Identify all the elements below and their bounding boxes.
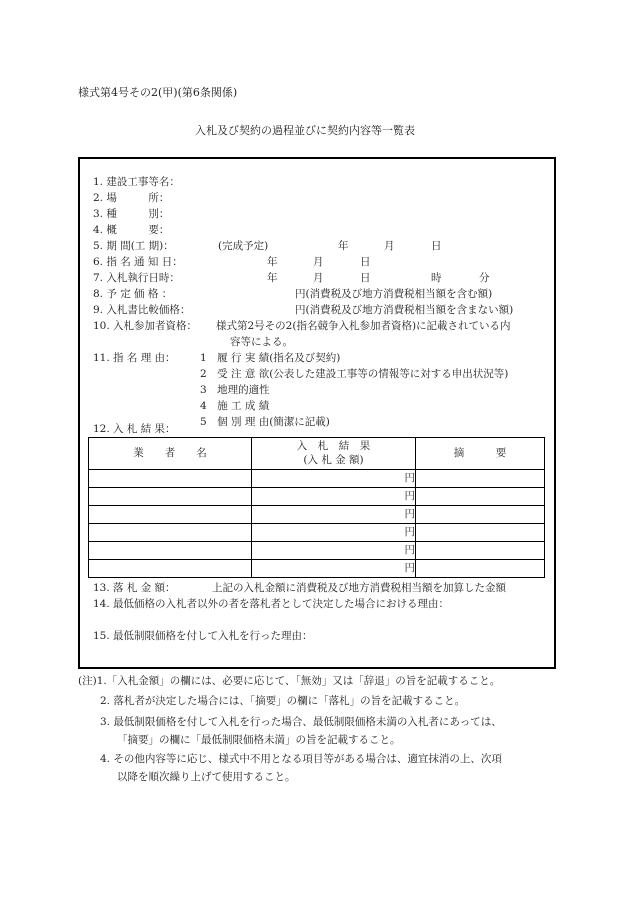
summary-cell: [416, 488, 545, 506]
bidder-cell: [89, 524, 252, 542]
note-2: 2. 落札者が決定した場合には、「摘要」の欄に「落札」の旨を記載すること。: [100, 695, 466, 707]
table-header-row: [89, 438, 545, 470]
col-result-header-line-1: 入 札 結 果: [296, 439, 371, 452]
amount-cell: 円: [252, 560, 416, 578]
item-11-reason-3: 3 地理的適性: [200, 384, 270, 396]
item-10-label: 10. 入札参加者資格：: [93, 320, 198, 332]
summary-cell: [416, 542, 545, 560]
item-3: 3. 種 別：: [93, 208, 170, 220]
item-7-year: 年: [267, 272, 278, 284]
item-10-text-1: 様式第2号その2(指名競争入札参加者資格)に記載されている内: [216, 320, 511, 332]
item-11-reason-5: 5 個 別 理 由(簡潔に記載): [200, 416, 330, 428]
item-9-label: 9. 入札書比較価格：: [93, 304, 191, 316]
bidder-cell: [89, 470, 252, 488]
item-7-label: 7. 入札執行日時：: [93, 272, 180, 284]
item-7-day: 日: [360, 272, 371, 284]
note-3b: 「摘要」の欄に「最低制限価格未満」の旨を記載すること。: [117, 734, 401, 746]
item-5-month: 月: [384, 240, 395, 252]
table-row: [89, 470, 545, 488]
item-6-day: 日: [360, 256, 371, 268]
item-6-year: 年: [267, 256, 278, 268]
col-result-header-line-2: (入 札 金 額): [303, 453, 364, 466]
bidder-cell: [89, 488, 252, 506]
item-5-planned: (完成予定): [218, 240, 269, 252]
table-row: [89, 542, 545, 560]
note-4a: 4. その他内容等に応じ、様式中不用となる項目等がある場合は、適宜抹消の上、次項: [100, 753, 502, 765]
summary-cell: [416, 506, 545, 524]
note-3a: 3. 最低制限価格を付して入札を行った場合、最低制限価格未満の入札者にあっては、: [100, 716, 502, 728]
summary-cell: [416, 470, 545, 488]
bid-results-table: [88, 437, 545, 578]
form-id: 様式第4号その2(甲)(第6条関係): [78, 86, 238, 99]
item-11-reason-1: 1 履 行 実 績(指名及び契約): [200, 352, 341, 364]
page-title: 入札及び契約の過程並びに契約内容等一覧表: [195, 124, 415, 137]
table-row: [89, 524, 545, 542]
table-row: [89, 560, 545, 578]
item-10-text-2: 容等による。: [230, 336, 293, 348]
amount-cell: 円: [252, 488, 416, 506]
item-6-month: 月: [313, 256, 324, 268]
item-4: 4. 概 要：: [93, 224, 170, 236]
item-12-label: 12. 入 札 結 果：: [93, 423, 176, 435]
table-row: [89, 488, 545, 506]
item-5-label: 5. 期 間(工 期)：: [93, 240, 174, 252]
item-11-label: 11. 指 名 理 由：: [93, 352, 176, 364]
note-1: (注)1.「入札金額」の欄には、必要に応じて、「無効」又は「辞退」の旨を記載すること。: [78, 675, 501, 687]
table-row: [89, 506, 545, 524]
item-13-text: 上記の入札金額に消費税及び地方消費税相当額を加算した金額: [212, 582, 506, 594]
bidder-cell: [89, 542, 252, 560]
item-2: 2. 場 所：: [93, 192, 170, 204]
item-1: 1. 建設工事等名：: [93, 176, 180, 188]
item-7-hour: 時: [431, 272, 442, 284]
item-8-label: 8. 予 定 価 格 ：: [93, 288, 173, 300]
bidder-cell: [89, 560, 252, 578]
col-bidder-header: 業 者 名: [89, 438, 252, 470]
amount-cell: 円: [252, 542, 416, 560]
item-7-minute: 分: [479, 272, 490, 284]
amount-cell: 円: [252, 470, 416, 488]
col-result-header: [252, 438, 416, 470]
amount-cell: 円: [252, 506, 416, 524]
summary-cell: [416, 524, 545, 542]
item-8-note: 円(消費税及び地方消費税相当額を含む額): [295, 288, 493, 300]
item-15: 15. 最低制限価格を付して入札を行った理由：: [93, 630, 313, 642]
item-5-day: 日: [431, 240, 442, 252]
item-5-year: 年: [338, 240, 349, 252]
col-summary-header: 摘 要: [416, 438, 545, 470]
item-11-reason-4: 4 施 工 成 績: [200, 400, 270, 412]
item-6-label: 6. 指 名 通 知 日：: [93, 256, 183, 268]
item-11-reason-2: 2 受 注 意 欲(公表した建設工事等の情報等に対する申出状況等): [200, 368, 509, 380]
amount-cell: 円: [252, 524, 416, 542]
item-13-label: 13. 落 札 金 額：: [93, 582, 176, 594]
item-9-note: 円(消費税及び地方消費税相当額を含まない額): [295, 304, 514, 316]
summary-cell: [416, 560, 545, 578]
item-7-month: 月: [313, 272, 324, 284]
bidder-cell: [89, 506, 252, 524]
note-4b: 以降を順次繰り上げて使用すること。: [117, 771, 296, 783]
item-14: 14. 最低価格の入札者以外の者を落札者として決定した場合における理由：: [93, 598, 450, 610]
